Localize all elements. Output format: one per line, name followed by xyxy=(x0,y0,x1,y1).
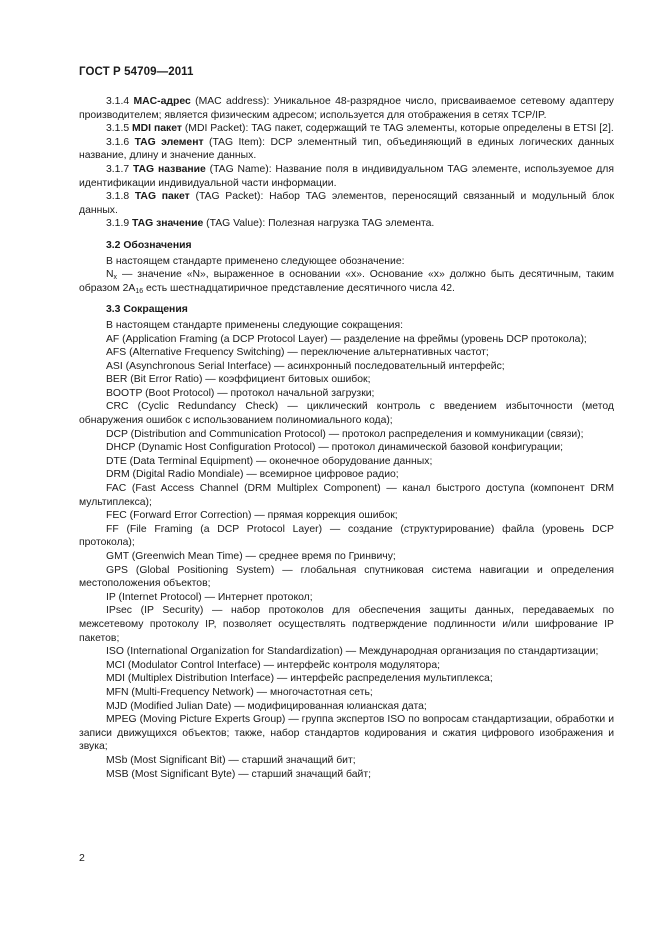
abbreviation-item: MPEG (Moving Picture Experts Group) — группа экспертов ISO по вопросам стандартизации, обработки и записи движущихся объектов; также, набор стандартов кодирования и сжатия цифрового изображения и звука; xyxy=(79,714,614,753)
abbreviation-item: IPsec (IP Security) — набор протоколов для обеспечения защиты данных, передаваемых по межсетевому протоколу IP, позволяет осуществлять подтверждение подлинности и/или шифрование IP пакетов; xyxy=(79,605,614,644)
definition-term: MAC-адрес xyxy=(133,96,191,107)
document-body xyxy=(79,95,614,781)
definition-number: 3.1.9 xyxy=(106,218,130,230)
definition-item xyxy=(79,122,614,136)
definition-term: TAG пакет xyxy=(134,191,190,203)
abbreviation-item: DHCP (Dynamic Host Configuration Protocol) — протокол динамической базовой конфигурации; xyxy=(106,442,564,454)
abbreviation-item: MSB (Most Significant Byte) — старший значащий байт; xyxy=(106,768,371,780)
definition-text: (MDI Packet): TAG пакет, содержащий те TAG элементы, которые определены в ETSI [2]. xyxy=(181,123,614,135)
definition-number: 3.1.6 xyxy=(106,136,130,148)
section-intro-3-3: В настоящем стандарте применены следующие сокращения: xyxy=(106,319,403,331)
definition-term: TAG элемент xyxy=(134,136,204,148)
abbreviation-item: FF (File Framing (a DCP Protocol Layer) — создание (структурирование) файла (уровень DCP протокола); xyxy=(79,523,614,549)
abbreviation-item: BER (Bit Error Ratio) — коэффициент битовых ошибок; xyxy=(106,374,371,386)
abbreviation-item: ASI (Asynchronous Serial Interface) — асинхронный последовательный интерфейс; xyxy=(106,360,505,372)
definition-term: MDI пакет xyxy=(132,123,182,135)
symbol: N xyxy=(106,269,114,281)
abbreviation-item: GPS (Global Positioning System) — глобальная спутниковая система навигации и определения местоположения объектов; xyxy=(79,564,614,590)
abbreviation-item: CRC (Cyclic Redundancy Check) — циклический контроль с введением избыточности (метод обнаружения ошибок с использованием полиномиального кода); xyxy=(79,401,614,427)
definition-number: 3.1.7 xyxy=(106,163,130,175)
definition-item xyxy=(79,95,614,122)
document-header: ГОСТ Р 54709—2011 xyxy=(79,66,194,78)
symbol-definition xyxy=(79,268,614,295)
abbreviation-item: MFN (Multi-Frequency Network) — многочастотная сеть; xyxy=(106,686,373,698)
definition-item xyxy=(79,136,614,163)
abbreviation-item: IP (Internet Protocol) — Интернет протокол; xyxy=(106,591,313,603)
definition-text: (TAG Name): Название поля в индивидуальном TAG элементе, используемое для идентификации индивидуальной части информации. xyxy=(79,163,614,189)
abbreviation-item: MDI (Multiplex Distribution Interface) — интерфейс распределения мультиплекса; xyxy=(106,673,493,685)
number-subscript: 16 xyxy=(135,287,144,295)
abbreviation-item: DTE (Data Terminal Equipment) — оконечное оборудование данных; xyxy=(106,455,433,467)
definition-item xyxy=(79,217,614,231)
symbol-text-b: есть шестнадцатиричное представление десятичного числа 42. xyxy=(143,282,455,294)
abbreviation-item: BOOTP (Boot Protocol) — протокол начальной загрузки; xyxy=(106,387,375,399)
abbreviation-item: MJD (Modified Julian Date) — модифицированная юлианская дата; xyxy=(106,700,427,712)
definitions-list xyxy=(79,95,614,231)
definition-term: TAG значение xyxy=(132,218,204,230)
section-heading-3-3: 3.3 Сокращения xyxy=(106,304,188,316)
symbol-subscript: x xyxy=(113,274,118,282)
abbreviation-item: DRM (Digital Radio Mondiale) — всемирное цифровое радио; xyxy=(106,469,399,481)
abbreviations-list xyxy=(79,333,614,782)
symbol-text-a: — значение «N», выраженное в основании «x». Основание «x» должно быть десятичным, таким образом 2A xyxy=(79,269,614,294)
abbreviation-item: FEC (Forward Error Correction) — прямая коррекция ошибок; xyxy=(106,510,398,522)
page-number: 2 xyxy=(79,852,85,864)
definition-text: (TAG Packet): Набор TAG элементов, переносящий связанный и модульный блок данных. xyxy=(79,191,614,216)
abbreviation-item: DCP (Distribution and Communication Protocol) — протокол распределения и коммуникации (связи); xyxy=(106,428,584,440)
abbreviation-item: AF (Application Framing (a DCP Protocol Layer) — разделение на фреймы (уровень DCP протокола); xyxy=(106,333,587,345)
definition-number: 3.1.5 xyxy=(106,123,130,135)
definition-number: 3.1.8 xyxy=(106,191,130,203)
abbreviation-item: MSb (Most Significant Bit) — старший значащий бит; xyxy=(106,754,356,766)
section-intro-3-2: В настоящем стандарте применено следующее обозначение: xyxy=(106,255,405,267)
abbreviation-item: GMT (Greenwich Mean Time) — среднее время по Гринвичу; xyxy=(106,551,396,562)
abbreviation-item: MCI (Modulator Control Interface) — интерфейс контроля модулятора; xyxy=(106,659,441,671)
definition-item xyxy=(79,190,614,217)
abbreviation-item: FAC (Fast Access Channel (DRM Multiplex Component) — канал быстрого доступа (компонент DRM мультиплекса); xyxy=(79,483,614,508)
definition-text: (MAC address): Уникальное 48-разрядное число, присваиваемое сетевому адаптеру производителем; является физическим адресом; используется для отображения в сетях TCP/IP. xyxy=(79,96,614,121)
definition-text: (TAG Item): DCP элементный тип, объединяющий в единых логических данных название, длину и значение данных. xyxy=(79,136,615,162)
section-heading-3-2: 3.2 Обозначения xyxy=(106,239,192,251)
abbreviation-item: ISO (International Organization for Standardization) — Международная организация по стандартизации; xyxy=(106,646,599,658)
abbreviation-item: AFS (Alternative Frequency Switching) — переключение альтернативных частот; xyxy=(106,347,489,359)
definition-text: (TAG Value): Полезная нагрузка TAG элемента. xyxy=(203,218,435,230)
definition-term: TAG название xyxy=(132,163,206,175)
definition-number: 3.1.4 xyxy=(106,96,130,107)
definition-item xyxy=(79,163,614,190)
